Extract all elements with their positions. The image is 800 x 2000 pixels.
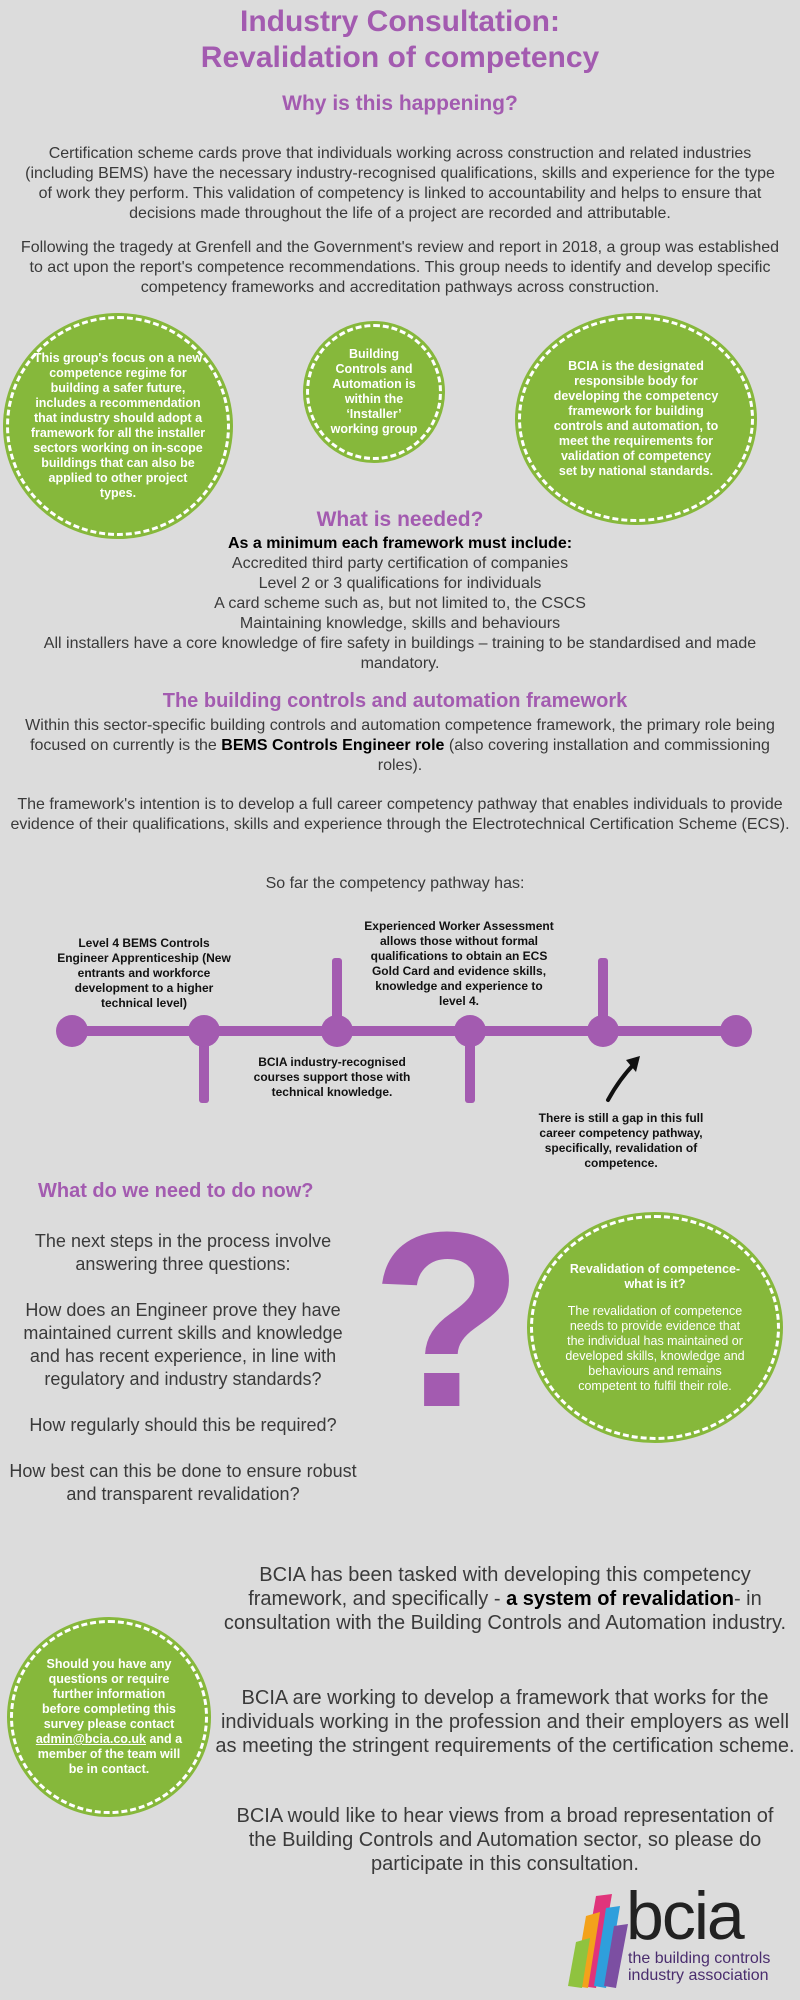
contact-text <box>35 1657 183 1777</box>
page-title-line2: Revalidation of competency <box>200 41 600 74</box>
closing-paragraph-1 <box>220 1563 790 1635</box>
info-circle-bcia-responsible <box>518 316 754 522</box>
now-questions <box>8 1230 358 1506</box>
timeline-node <box>454 1015 486 1047</box>
revalidation-body: The revalidation of competence needs to provide evidence that the individual has maintained or developed skills, knowledge and behaviours and remains competent to fulfil their role. <box>565 1303 745 1393</box>
now-heading: What do we need to do now? <box>38 1180 314 1202</box>
timeline-node <box>188 1015 220 1047</box>
page-title-line1: Industry Consultation: <box>240 5 560 38</box>
revalidation-circle <box>530 1215 780 1440</box>
needed-intro: As a minimum each framework must include: <box>227 535 573 552</box>
needed-item: Accredited third party certification of companies <box>231 555 569 572</box>
intro-paragraph-1: Certification scheme cards prove that individuals working across construction and related industries (including BEMS) have the necessary industry-recognised qualifications, skills and experience for the type of work they perform. This validation of competency is linked to accountability and helps to ensure that decisions made throughout the life of a project are recorded and attributable. <box>25 145 775 222</box>
framework-paragraph-1-pre: Within this sector-specific building controls and automation competence framework, the primary role being focused on currently is the <box>25 717 775 754</box>
bcia-tagline-line2: industry association <box>628 1967 769 1984</box>
needed-item: A card scheme such as, but not limited to, the CSCS <box>214 595 586 612</box>
needed-list <box>10 534 790 674</box>
timeline-node <box>56 1015 88 1047</box>
bcia-tagline <box>628 1950 770 1984</box>
needed-item: All installers have a core knowledge of fire safety in buildings – training to be standardised and made mandatory. <box>43 635 757 672</box>
revalidation-system-highlight: a system of revalidation <box>506 1588 734 1610</box>
contact-text-pre: Should you have any questions or require further information before completing this survey please contact <box>41 1657 177 1731</box>
closing-paragraph-1-pre: BCIA has been tasked with developing this competency framework, and specifically - <box>248 1564 751 1610</box>
framework-paragraph-2: The framework's intention is to develop a full career competency pathway that enables individuals to provide evidence of their qualifications, skills and experience through the Electrotechnical Certification Scheme (ECS). <box>10 796 790 833</box>
timeline-track <box>70 1026 736 1036</box>
now-intro: The next steps in the process involve answering three questions: <box>34 1231 332 1274</box>
timeline-label-experienced-worker: Experienced Worker Assessment allows those without formal qualifications to obtain an ECS Gold Card and evidence skills, knowledge and experience to level 4. <box>364 919 554 1008</box>
bcia-tagline-line1: the building controls <box>628 1950 771 1967</box>
closing-paragraph-1-post: - in consultation with the Building Controls and Automation industry. <box>223 1588 787 1634</box>
needed-item: Level 2 or 3 qualifications for individuals <box>258 575 542 592</box>
now-question-3: How best can this be done to ensure robust and transparent revalidation? <box>9 1461 357 1504</box>
closing-paragraph-2: BCIA are working to develop a framework that works for the individuals working in the profession and their employers as well as meeting the stringent requirements of the certification scheme. <box>215 1687 795 1757</box>
framework-paragraph-1-post: (also covering installation and commissioning roles). <box>377 737 770 774</box>
info-circle-group-focus <box>6 316 230 536</box>
info-circle-group-focus-text: This group's focus on a new competence regime for building a safer future, includes a recommendation that industry should adopt a framework for all the installer sectors working on in-scope buildings that can also be applied to other project types. <box>30 351 206 500</box>
timeline-node <box>587 1015 619 1047</box>
timeline-label-gap: There is still a gap in this full career competency pathway, specifically, revalidation of competence. <box>538 1111 704 1170</box>
framework-paragraph-1 <box>12 716 788 776</box>
needed-heading: What is needed? <box>316 508 484 531</box>
info-circle-installer-group <box>306 324 442 460</box>
info-circle-bcia-responsible-text: BCIA is the designated responsible body for developing the competency framework for building controls and automation, to meet the requirements for validation of competency set by national standards. <box>553 359 719 478</box>
intro-paragraph-2: Following the tragedy at Grenfell and the Government's review and report in 2018, a group was established to act upon the report's competence recommendations. This group needs to identify and develop specific competency frameworks and accreditation pathways across construction. <box>20 239 780 296</box>
question-mark-icon: ? <box>370 1180 524 1459</box>
contact-text-post: and a member of the team will be in contact. <box>37 1732 183 1776</box>
timeline-node <box>720 1015 752 1047</box>
now-question-2: How regularly should this be required? <box>29 1415 337 1435</box>
closing-paragraph-3: BCIA would like to hear views from a broad representation of the Building Controls and Automation sector, so please do participate in this consultation. <box>236 1805 774 1875</box>
info-circle-installer-group-text: Building Controls and Automation is within the ‘Installer’ working group <box>330 347 418 436</box>
revalidation-title: Revalidation of competence- what is it? <box>569 1261 741 1291</box>
timeline-label-apprenticeship: Level 4 BEMS Controls Engineer Apprenticeship (New entrants and workforce development to a higher technical level) <box>57 936 231 1010</box>
timeline-node <box>321 1015 353 1047</box>
page-title <box>0 4 800 76</box>
contact-email-link[interactable]: admin@bcia.co.uk <box>35 1732 146 1746</box>
contact-circle <box>10 1620 208 1814</box>
framework-role-highlight: BEMS Controls Engineer role <box>221 737 445 754</box>
gap-arrow-icon <box>600 1050 650 1106</box>
timeline-label-courses: BCIA industry-recognised courses support those with technical knowledge. <box>253 1055 411 1099</box>
why-heading: Why is this happening? <box>282 92 518 115</box>
framework-paragraph-3: So far the competency pathway has: <box>265 875 525 892</box>
bcia-wordmark: bcia <box>626 1878 743 1954</box>
framework-heading: The building controls and automation framework <box>162 690 628 712</box>
now-question-1: How does an Engineer prove they have maintained current skills and knowledge and has recent experience, in line with regulatory and industry standards? <box>23 1300 343 1389</box>
bcia-logo <box>566 1878 796 1996</box>
needed-item: Maintaining knowledge, skills and behaviours <box>239 615 561 632</box>
